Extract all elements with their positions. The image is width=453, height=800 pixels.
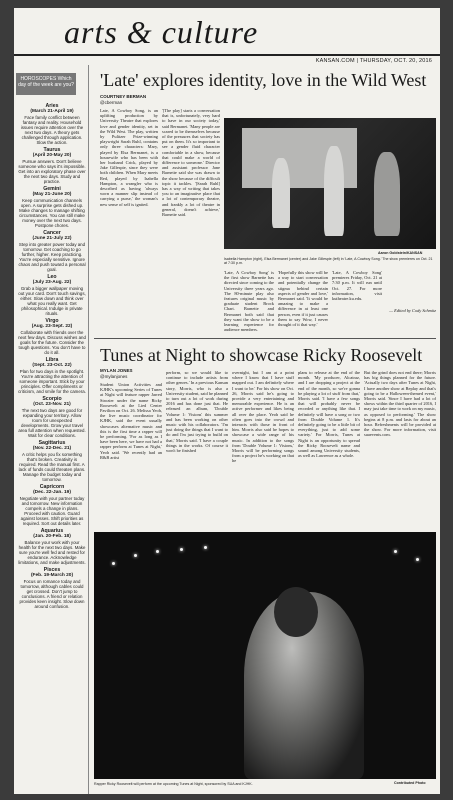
horoscope-sign-dates: (April 20-May 20): [32, 153, 72, 159]
story2-column-2: perform, so we would like to continue to include artists from other genres.' In a previous Kansan story, Morris, who is also a University student, said he planned to turn out a lot of work during 2016 and has done just that. He released an album, 'Double Volume 1: Visions' this summer and has been working on other music with his collaborators. 'I'm just doing the things that I want to do and I'm just trying to build on that,' Morris said. 'I have a couple things in the works. Of course it won't be finished: [166, 370, 228, 454]
horoscope-sign-name: Scorpio: [42, 396, 62, 403]
stage-light: [156, 550, 159, 553]
horoscopes-list: [18, 103, 86, 611]
horoscope-entry: [18, 318, 86, 355]
horoscope-sign-dates: (June 21-July 22): [32, 236, 72, 242]
horoscope-sign-name: Capricorn: [39, 484, 65, 491]
performer-head: [274, 587, 318, 637]
story2-column-4: plans to release at the end of the month. 'My producer, Alcatraz, and I are dropping a project at the end of the month, so we're gonna be playing a lot of stuff from that,' Morris said. 'I have a few songs that will probably never be recorded or anything like that. I definitely will have a song or two from Double Volume 1. It's definitely going to be a little bit of everything, just to add some variety.' For Morris, Tunes at Night is an opportunity to spread the Ricky Roosevelt name and sound among University students, as well as Lawrence as a whole.: [298, 370, 360, 459]
horoscope-text: The next two days are good for expanding your territory. Allow room for unexpected developments. Grow your travel area full attention when requested. Wait for clear conditions.: [18, 407, 86, 439]
story2-handle: @mylanjones: [100, 373, 128, 379]
horoscope-text: Focus on romance today and tomorrow, although cables could get crossed. Don't jump to conclusions. A friend or relation provides keen insight. Slow down around confusion.: [19, 578, 85, 610]
story1-photo-credit: Aaron Goldstein/KANSAN: [378, 251, 423, 255]
horoscope-sign-dates: (Dec. 22-Jan. 19): [33, 490, 71, 496]
story1-headline: 'Late' explores identity, love in the Wild West: [100, 70, 427, 90]
dateline: KANSAN.COM | THURSDAY, OCT. 20, 2016: [315, 58, 432, 64]
horoscope-sign-dates: (Nov. 22-Dec. 21): [32, 446, 72, 452]
horoscope-sign-name: Taurus: [43, 147, 61, 154]
horoscope-text: Balance your work with your health for the next two days. Make sure you're well fed and rested for endurance. Acknowledge limitations, and make adjustments.: [18, 539, 86, 566]
horoscope-text: Grab a bigger wallpaper moving out your card. Don't touch savings, either. Slow down and think over what you really want. Get philosophical. Indulge in private rituals.: [18, 285, 86, 317]
horoscope-sign-name: Leo: [47, 274, 57, 281]
horoscope-entry: [18, 147, 86, 184]
story1-byline: [100, 94, 146, 105]
horoscopes-header: HOROSCOPES Which day of the week are you?: [16, 73, 76, 95]
horoscope-sign-dates: (May 21-June 20): [32, 192, 72, 198]
horoscope-text: Step into greater power today and tomorrow. Get coaching to go further, higher. Keep practicing. You're especially sensitive. Ignore chaos and push toward a personal goal.: [18, 241, 86, 273]
horoscope-sign-name: Cancer: [43, 230, 61, 237]
story1-column-3: 'Late, A Cowboy Song' is the first show Barnette has directed since coming to the University three years ago. The 80-minute play also features original music by graduate student Brock Chart. Barnette and Bermanet both said that they want the show to be a learning experience for audience members.: [224, 270, 274, 333]
horoscope-entry: [18, 396, 86, 438]
stage-light: [134, 554, 137, 557]
story1-column-5: 'Late, A Cowboy Song' premieres Friday, Oct. 21 at 7:30 p.m. It will run until Oct. 27. For more information, visit kutheatre.ku.edu.: [332, 270, 382, 302]
story2-column-1: Student Union Activities and KJHK's upcoming Series of Tunes at Night will feature rapper Jarred Strozier under the name Ricky Roosevelt at the Lied Center Pavilion on Oct. 26. Melissa Yeoh, the live music coordinator for KJHK, said the event usually showcases alternative music and this is the first time a rapper will be performing. 'For as long as I have been here, we have not had a rapper perform at Tunes at Night,' Yeoh said. 'We recently had an R&B artist: [100, 382, 162, 460]
story-divider: [94, 338, 436, 339]
horoscope-entry: [18, 484, 86, 526]
horoscope-text: Negotiate with your partner today and tomorrow. New information compels a change in plans. Proceed with caution. Guard against losses. Shift priorities as required. Sort out details later.: [19, 495, 85, 527]
horoscope-sign-name: Libra: [45, 357, 59, 364]
story2-byline: [100, 368, 133, 379]
stage-light: [112, 562, 115, 565]
horoscope-text: A critic helps you fix something that's broken. Creativity is required. Read the manual first. A lack of funds could threaten plans. Manage the budget today and tomorrow.: [18, 451, 86, 483]
story2-column-3: overnight, but I am at a point where I know that I have stuff mapped out. I am definitely where I want to be.' For his show on Oct. 26, Morris said he's going to provide a very entertaining and memorable experience. He is an active performer and likes being all over the place. Yeoh said he often goes into the crowd and interacts with those in front of him. Morris also said he hopes to showcase a wide range of his music. In addition to the songs from 'Double Volume 1: Visions,' Morris will be performing songs from a project he's working on that he: [232, 370, 294, 464]
horoscope-entry: [18, 440, 86, 482]
masthead: [14, 12, 440, 56]
story2-column-5: But the grind does not end there; Morris has big things planned for the future. 'Actually two days after Tunes at Night, I have another show at Replay and that's going to be a Halloween-themed event,' Morris said. 'Since I have had a lot of shows within the third quarter of 2016, I may just take time to work on my music, as opposed to performing.' The show begins at 8 p.m. and lasts for about an hour. Refreshments will be provided at the show. For more information, visit suaevents.com.: [364, 370, 436, 438]
horoscope-text: Plan for two days in the spotlight. You're attracting the attention of someone important. Stick by your principles. Offer compliments or criticism, and smile for the camera.: [18, 368, 86, 395]
stage-light: [180, 548, 183, 551]
stage-light: [204, 546, 207, 549]
story1-photo: [224, 118, 436, 249]
story1-column-2: '[The play] starts a conversation that is, unfortunately, very hard to have in our society today,' said Bermanet. 'Many people are scared to be themselves because of the pressures that society has put on them. It's so important to see a gender fluid character comfortable in a show, because that could make a world of difference to someone.' Director and assistant professor Jane Barnette said she was drawn to the show because of the difficult topic it tackles. '[Sarah Ruhl] has a way of writing that takes you to an imaginative place that a lot of contemporary theatre, and frankly a lot of theatre in general, doesn't achieve,' Barnette said.: [162, 108, 220, 218]
horoscope-entry: [18, 186, 86, 228]
story1-handle: @cberman: [100, 99, 123, 105]
story2-photo-caption: Rapper Ricky Roosevelt will perform at the upcoming Tunes at Night, sponsored by SUA and KJHK.: [94, 782, 253, 786]
horoscope-sign-name: Gemini: [43, 186, 61, 193]
actor-figure-left: [272, 158, 290, 228]
actor-figure-right: [374, 152, 400, 236]
story2-author: MYLAN JONES: [100, 368, 133, 373]
story2-headline: Tunes at Night to showcase Ricky Roosevelt: [100, 345, 423, 365]
story1-photo-caption: Isabella Hampton (right), Elsa Bermanet (center) and Jake Gillespie (left) in 'Late, A Cowboy Song.' The show premieres on Oct. 21 at 7:30 p.m.: [224, 257, 433, 266]
horoscope-text: Pursue answers. Don't believe someone who says it's impossible. Get into an exploratory phase over the next two days. Study and practice.: [18, 158, 86, 184]
masthead-rule: [14, 54, 440, 56]
story1-column-1: Late, A Cowboy Song, is an uplifting production by University Theatre that explores love and gender identity, set in the Wild West. The play, written by Pulitzer Prize-winning playwright Sarah Ruhl, contains only three characters: Mary, played by Elsa Bermanet, is a housewife who has been with her husband Crick, played by Jake Gillespie, since they were both children. When Mary meets Red, played by Isabella Hampton, a wrangler who is described as having 'always worn a manner slip instead of carrying a purse,' the woman's new sense of self is ignited.: [100, 108, 158, 207]
horoscope-sign-dates: (Jan. 20-Feb. 18): [33, 534, 71, 540]
horoscope-entry: [18, 103, 86, 145]
horoscope-text: Keep communication channels open. A surprise gets dished up. Make changes to manage shifting circumstances. You can still make money over the next two days. Postpone chores.: [19, 197, 85, 228]
stage-light: [394, 550, 397, 553]
section-title: arts & culture: [64, 14, 259, 50]
horoscope-sign-dates: (Aug. 23-Sept. 22): [31, 324, 73, 330]
actor-figure-center: [324, 146, 344, 236]
horoscopes-sidebar: [14, 65, 89, 794]
horoscope-text: Collaborate with friends over the next few days. Discuss wishes and goals for the future. Consider the tough questions. You don't have to do it all.: [18, 329, 86, 356]
horoscope-sign-dates: (Sept. 23-Oct. 22): [32, 363, 72, 369]
horoscope-entry: [18, 274, 86, 316]
newspaper-page: [14, 8, 440, 794]
horoscope-sign-name: Sagittarius: [38, 440, 66, 447]
story1-author: COURTNEY BERMAN: [100, 94, 147, 99]
horoscope-entry: [18, 230, 86, 272]
horoscope-sign-dates: (Feb. 19-March 20): [30, 573, 74, 579]
horoscope-text: Face family conflict between fantasy and reality. Household issues require attention over the next two days. A theory gets challenged through application. Slow the action.: [20, 114, 84, 145]
horoscope-sign-dates: (July 23-Aug. 22): [32, 280, 72, 286]
horoscope-entry: [18, 567, 86, 609]
story2-photo: [94, 532, 436, 779]
story2-photo-credit: Contributed Photo: [394, 781, 426, 785]
story1-column-4: 'Hopefully this show will be a way to start conversation and potentially change the stigma behind certain aspects of gender and love,' Bermanet said. 'It would be amazing to make a difference in at least one person, even if it just causes them to say Wow, I never thought of it that way.': [278, 270, 328, 328]
horoscope-sign-dates: (March 21-April 19): [30, 109, 74, 114]
horoscope-entry: [18, 528, 86, 565]
horoscope-sign-dates: (Oct. 23-Nov. 21): [33, 402, 71, 408]
story1-column-6: [386, 270, 436, 290]
horoscope-sign-name: Aquarius: [40, 528, 64, 535]
horoscope-sign-name: Aries: [45, 103, 59, 109]
horoscope-entry: [18, 357, 86, 394]
story1-editor: — Edited by Cody Schmitz: [389, 308, 436, 313]
horoscope-sign-name: Pisces: [43, 567, 61, 574]
horoscope-sign-name: Virgo: [45, 318, 59, 325]
stage-light: [416, 558, 419, 561]
